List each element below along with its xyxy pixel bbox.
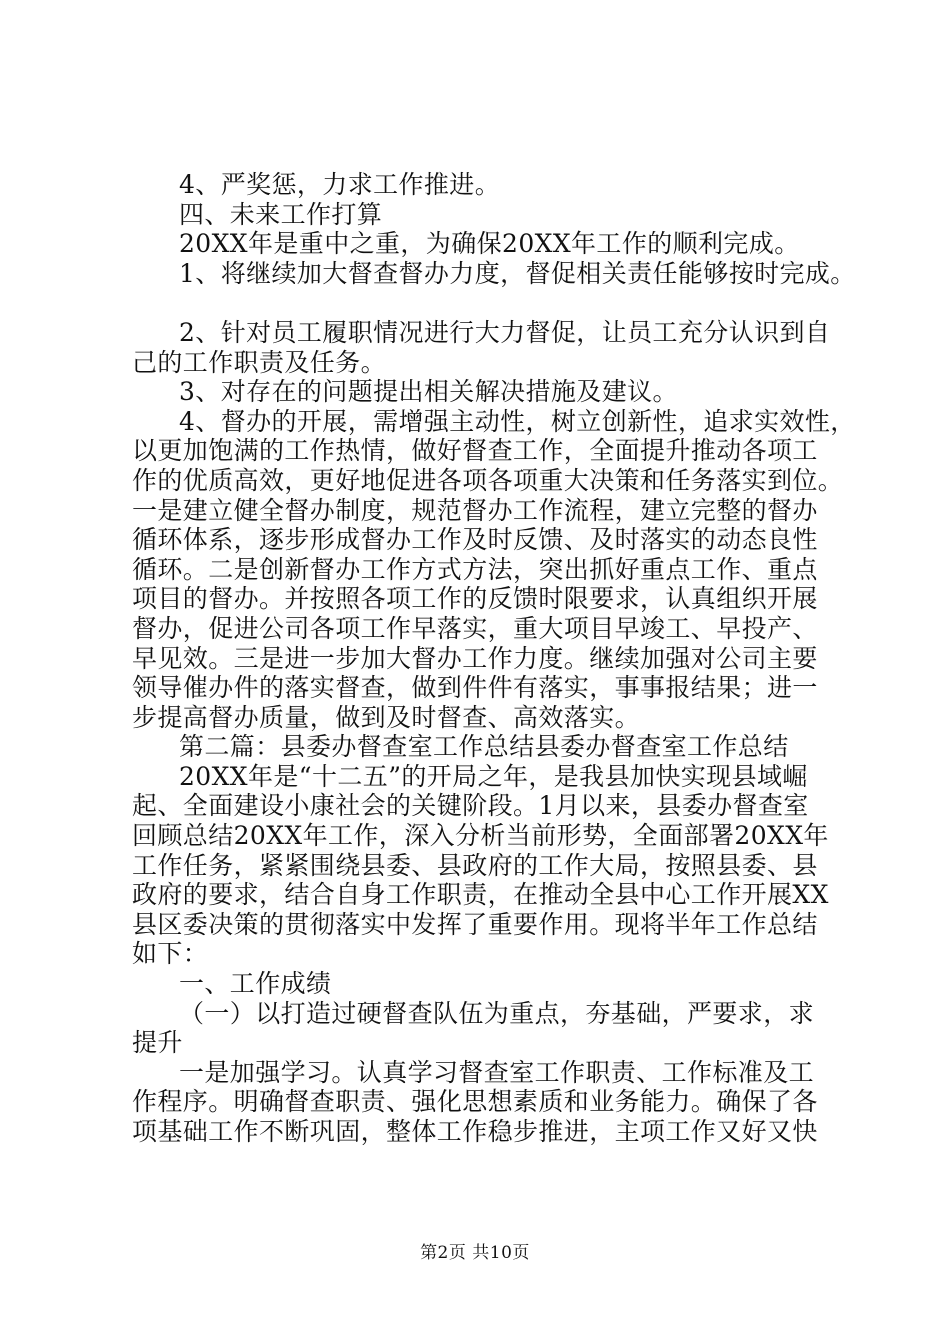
paragraph-line: 领导催办件的落实督查，做到件件有落实，事事报结果；进一: [132, 673, 818, 703]
page-number: 第2页 共10页: [420, 1243, 530, 1263]
document-body: [132, 170, 856, 1147]
paragraph-line: 作的优质高效，更好地促进各项各项重大决策和任务落实到位。: [132, 465, 844, 495]
paragraph-line: 一是加强学习。认真学习督查室工作职责、工作标准及工: [179, 1057, 815, 1087]
paragraph-line: 政府的要求，结合自身工作职责，在推动全县中心工作开展XX: [132, 880, 829, 910]
section-heading: 一、工作成绩: [179, 969, 332, 999]
paragraph-line: 作程序。明确督查职责、强化思想素质和业务能力。确保了各: [132, 1087, 818, 1117]
paragraph-line: 如下：: [132, 939, 209, 969]
paragraph-line: 项基础工作不断巩固，整体工作稳步推进，主项工作又好又快: [132, 1117, 818, 1146]
paragraph-line: 3、对存在的问题提出相关解决措施及建议。: [179, 377, 678, 407]
paragraph-line: 一是建立健全督办制度，规范督办工作流程，建立完整的督办: [132, 495, 818, 525]
paragraph-line: 1、将继续加大督查督办力度，督促相关责任能够按时完成。: [179, 258, 856, 288]
blank-line: [132, 288, 847, 318]
paragraph-line: 项目的督办。并按照各项工作的反馈时限要求，认真组织开展: [132, 584, 818, 614]
paragraph-line: 起、全面建设小康社会的关键阶段。1月以来，县委办督查室: [132, 791, 809, 821]
paragraph-line: 工作任务，紧紧围绕县委、县政府的工作大局，按照县委、县: [132, 850, 818, 880]
paragraph-line: 循环。二是创新督办工作方式方法，突出抓好重点工作、重点: [132, 554, 818, 584]
paragraph-line: 督办，促进公司各项工作早落实，重大项目早竣工、早投产、: [132, 613, 818, 643]
paragraph-line: 20XX年是“十二五”的开局之年，是我县加快实现县域崛: [179, 761, 808, 791]
paragraph-line: 回顾总结20XX年工作，深入分析当前形势，全面部署20XX年: [132, 821, 829, 851]
paragraph-line: 2、针对员工履职情况进行大力督促，让员工充分认识到自: [179, 317, 831, 347]
paragraph-line: 以更加饱满的工作热情，做好督查工作，全面提升推动各项工: [132, 436, 818, 466]
paragraph-line: 20XX年是重中之重，为确保20XX年工作的顺利完成。: [179, 229, 800, 259]
chapter-heading: 第二篇：县委办督查室工作总结县委办督查室工作总结: [179, 732, 789, 762]
subsection-heading: 提升: [132, 1028, 183, 1058]
paragraph-line: 4、督办的开展，需增强主动性，树立创新性，追求实效性，: [179, 406, 856, 436]
section-heading: 四、未来工作打算: [179, 199, 383, 229]
paragraph-line: 己的工作职责及任务。: [132, 347, 387, 377]
paragraph-line: 县区委决策的贯彻落实中发挥了重要作用。现将半年工作总结: [132, 909, 818, 939]
paragraph-line: 步提高督办质量，做到及时督查、高效落实。: [132, 702, 641, 732]
paragraph-line: 循环体系，逐步形成督办工作及时反馈、及时落实的动态良性: [132, 525, 818, 555]
page-footer: [0, 1243, 950, 1263]
paragraph-line: 4、严奖惩，力求工作推进。: [179, 170, 501, 199]
subsection-heading: （一）以打造过硬督查队伍为重点，夯基础，严要求，求: [179, 998, 815, 1028]
paragraph-line: 早见效。三是进一步加大督办工作力度。继续加强对公司主要: [132, 643, 818, 673]
